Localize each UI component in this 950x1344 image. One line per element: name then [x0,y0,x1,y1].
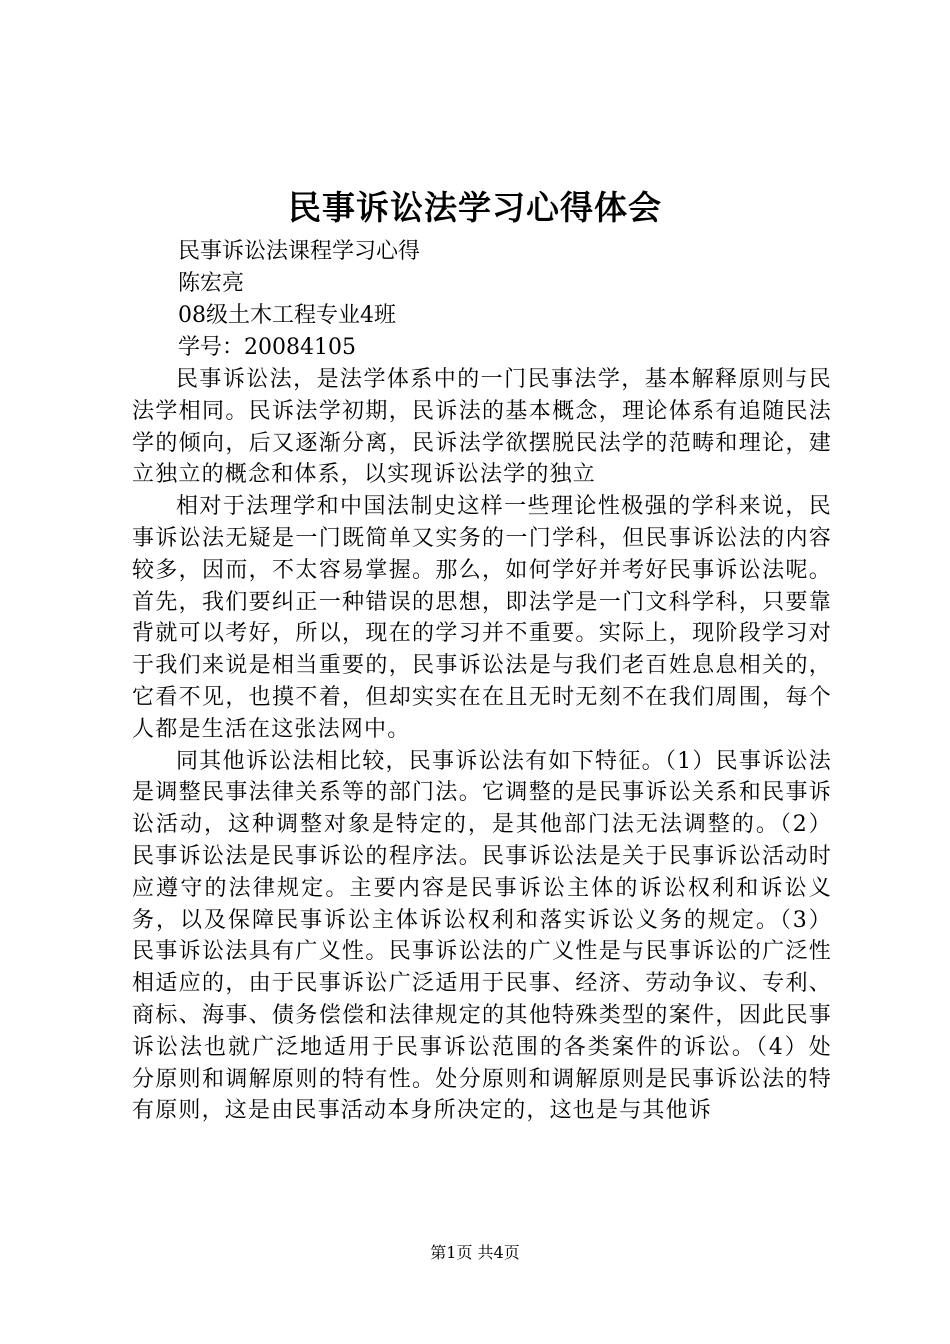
page-footer: 第1页 共4页 [430,1243,520,1262]
student-id: 学号：20084105 [178,335,356,360]
class-info: 08级土木工程专业4班 [178,303,396,328]
paragraph: 民事诉讼法，是法学体系中的一门民事法学，基本解释原则与民法学相同。民诉法学初期，民诉法的基本概念，理论体系有追随民法学的倾向，后又逐渐分离，民诉法学欲摆脱民法学的范畴和理论，建立独立的概念和体系，以实现诉讼法学的独立 [132,367,832,488]
paragraph: 相对于法理学和中国法制史这样一些理论性极强的学科来说，民事诉讼法无疑是一门既简单又实务的一门学科，但民事诉讼法的内容较多，因而，不太容易掌握。那么，如何学好并考好民事诉讼法呢。首先，我们要纠正一种错误的思想，即法学是一门文科学科，只要靠背就可以考好，所以，现在的学习并不重要。实际上，现阶段学习对于我们来说是相当重要的，民事诉讼法是与我们老百姓息息相关的，它看不见，也摸不着，但却实实在在且无时无刻不在我们周围，每个人都是生活在这张法网中。 [132,494,832,742]
author-name: 陈宏亮 [178,271,245,296]
document-subtitle: 民事诉讼法课程学习心得 [178,239,421,264]
document-title: 民事诉讼法学习心得体会 [288,188,662,227]
document-body [132,364,832,1127]
paragraph: 同其他诉讼法相比较，民事诉讼法有如下特征。（1）民事诉讼法是调整民事法律关系等的部门法。它调整的是民事诉讼关系和民事诉讼活动，这种调整对象是特定的，是其他部门法无法调整的。（2）民事诉讼法是民事诉讼的程序法。民事诉讼法是关于民事诉讼活动时应遵守的法律规定。主要内容是民事诉讼主体的诉讼权利和诉讼义务，以及保障民事诉讼主体诉讼权利和落实诉讼义务的规定。（3）民事诉讼法具有广义性。民事诉讼法的广义性是与民事诉讼的广泛性相适应的，由于民事诉讼广泛适用于民事、经济、劳动争议、专利、商标、海事、债务偿偿和法律规定的其他特殊类型的案件，因此民事诉讼法也就广泛地适用于民事诉讼范围的各类案件的诉讼。（4）处分原则和调解原则的特有性。处分原则和调解原则是民事诉讼法的特有原则，这是由民事活动本身所决定的，这也是与其他诉 [132,748,832,1124]
